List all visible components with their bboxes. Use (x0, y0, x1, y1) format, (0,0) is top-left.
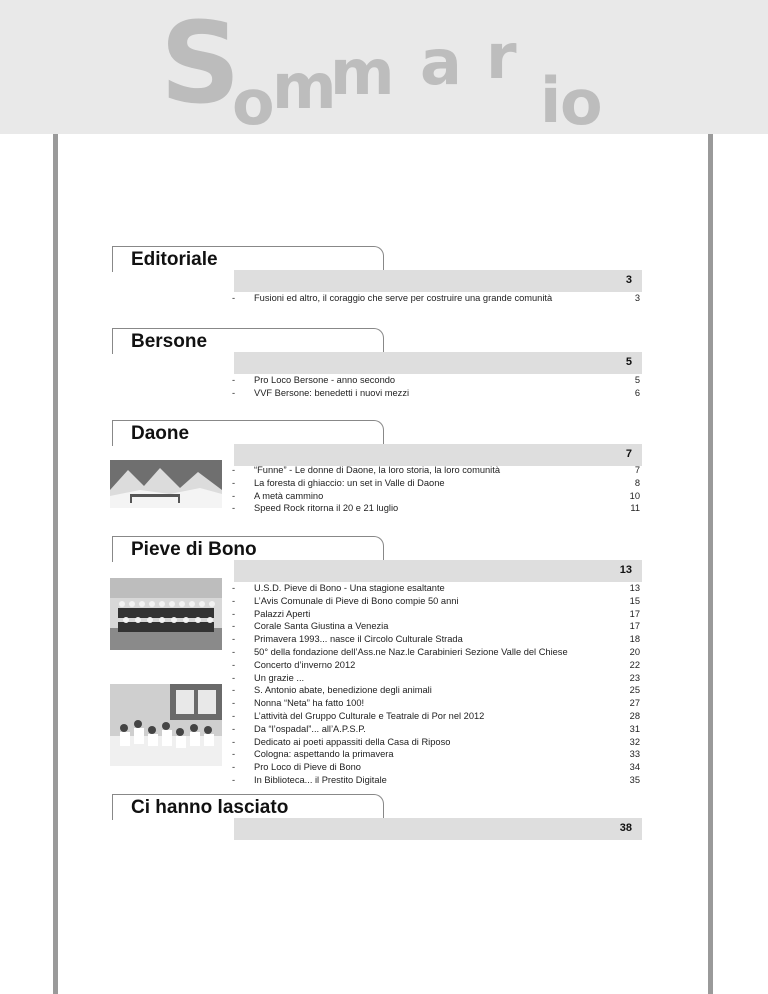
list-item[interactable]: - “Funne” - Le donne di Daone, la loro storia, la loro comunità 7 (232, 465, 640, 475)
list-item[interactable]: - L’attività del Gruppo Culturale e Teatrale di Por nel 2012 28 (232, 710, 640, 721)
section-tab (112, 420, 384, 446)
section-page-bar (234, 352, 642, 374)
list-item[interactable]: - Dedicato ai poeti appassiti della Casa di Riposo 32 (232, 736, 640, 747)
section-page-bar (234, 270, 642, 292)
left-margin-bar (53, 134, 58, 994)
section-title: Daone (131, 423, 190, 444)
section-page-bar (234, 444, 642, 466)
section-page-number: 3 (625, 274, 632, 286)
section-page-bar (234, 818, 642, 840)
celebration-photo (110, 684, 222, 766)
team-group-photo (110, 578, 222, 650)
list-item[interactable]: - 50° della fondazione dell’Ass.ne Naz.le Carabinieri Sezione Valle del Chiese 20 (232, 646, 640, 657)
list-item[interactable]: - Cologna: aspettando la primavera 33 (232, 749, 640, 760)
list-item[interactable]: - VVF Bersone: benedetti i nuovi mezzi 6 (232, 387, 640, 398)
list-item[interactable]: - S. Antonio abate, benedizione degli animali 25 (232, 685, 640, 696)
list-item[interactable]: - Palazzi Aperti 17 (232, 608, 640, 619)
list-item[interactable]: - Speed Rock ritorna il 20 e 21 luglio 11 (232, 503, 640, 514)
list-item[interactable]: - Primavera 1993... nasce il Circolo Culturale Strada 18 (232, 634, 640, 645)
section-page-number: 5 (625, 356, 632, 368)
list-item[interactable]: - L’Avis Comunale di Pieve di Bono compie 50 anni 15 (232, 595, 640, 606)
entry-list (232, 292, 640, 305)
crowd-photo-icon (110, 684, 222, 766)
masthead-letter-o2: o (560, 66, 603, 139)
masthead-letter-a: a (420, 26, 462, 99)
list-item[interactable]: - In Biblioteca... il Prestito Digitale 35 (232, 774, 640, 785)
list-item[interactable]: - Da “l’ospadal”... all’A.P.S.P. 31 (232, 723, 640, 734)
list-item[interactable]: - Nonna “Neta” ha fatto 100! 27 (232, 698, 640, 709)
list-item[interactable]: - Un grazie ... 23 (232, 672, 640, 683)
list-item[interactable]: - A metà cammino 10 (232, 490, 640, 501)
masthead-letter-s: S (160, 0, 239, 129)
list-item[interactable]: - Fusioni ed altro, il coraggio che serve per costruire una grande comunità 3 (232, 293, 640, 303)
section-page-number: 38 (619, 822, 632, 834)
list-item[interactable]: - Pro Loco Bersone - anno secondo 5 (232, 375, 640, 385)
section-tab (112, 794, 384, 820)
list-item[interactable]: - Pro Loco di Pieve di Bono 34 (232, 762, 640, 773)
section-page-bar (234, 560, 642, 582)
list-item[interactable]: - U.S.D. Pieve di Bono - Una stagione esaltante 13 (232, 583, 640, 593)
section-title: Pieve di Bono (131, 539, 257, 560)
list-item[interactable]: - La foresta di ghiaccio: un set in Valle di Daone 8 (232, 477, 640, 488)
section-page-number: 13 (619, 564, 632, 576)
list-item[interactable]: - Concerto d’inverno 2012 22 (232, 659, 640, 670)
section-title: Editoriale (131, 249, 218, 270)
masthead-letter-m1: m (272, 50, 337, 123)
section-tab (112, 246, 384, 272)
section-title: Bersone (131, 331, 208, 352)
masthead-letter-m2: m (330, 36, 395, 109)
list-item[interactable]: - Corale Santa Giustina a Venezia 17 (232, 621, 640, 632)
entry-list (232, 464, 640, 515)
section-title: Ci hanno lasciato (131, 797, 289, 818)
section-tab (112, 328, 384, 354)
section-tab (112, 536, 384, 562)
masthead-letter-i: i (540, 64, 562, 137)
daone-photo (110, 460, 222, 508)
mountain-landscape-icon (110, 460, 222, 508)
right-margin-bar (708, 134, 713, 994)
section-page-number: 7 (625, 448, 632, 460)
group-photo-icon (110, 578, 222, 650)
entry-list (232, 374, 640, 400)
masthead-letter-o: o (232, 66, 275, 139)
masthead-letter-r: r (486, 20, 517, 93)
entry-list (232, 582, 640, 787)
